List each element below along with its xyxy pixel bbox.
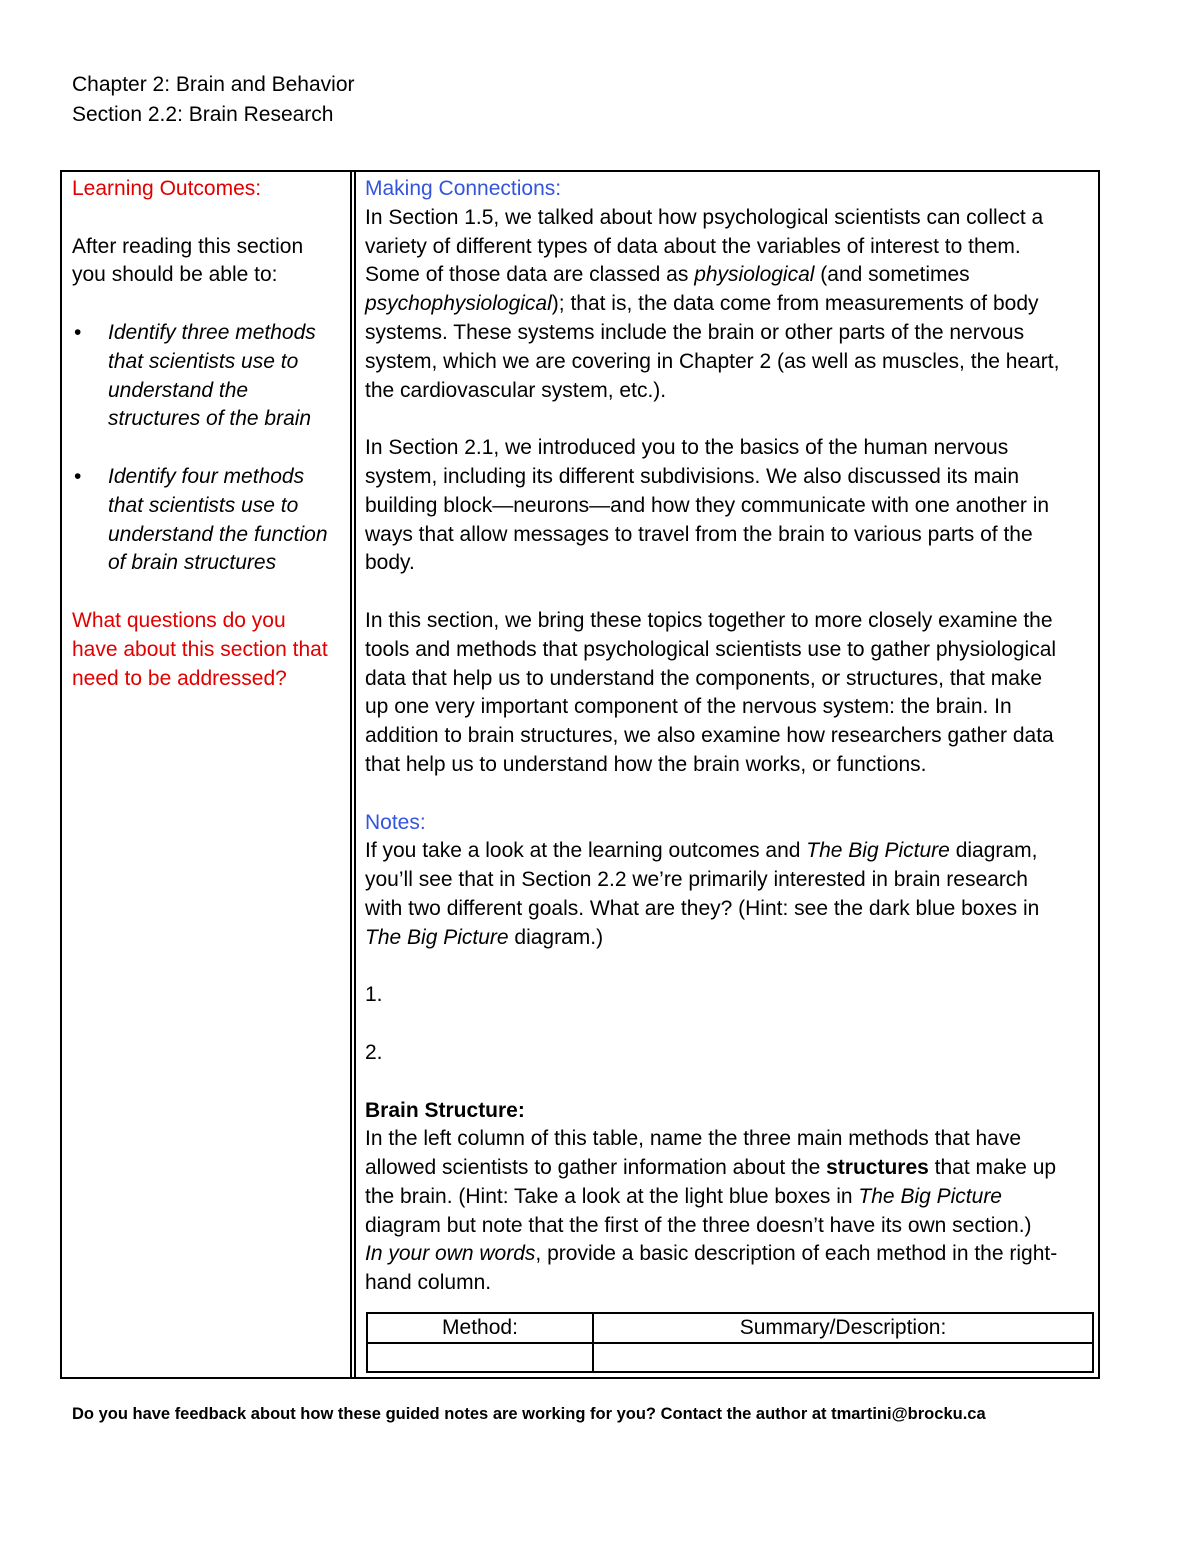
section-2-1-paragraph: In Section 2.1, we introduced you to the basics of the human nervous system, including its different subdivisions. We also discussed its main building block—neurons—and how they communicate with one another in ways that allow messages to travel from the brain to various parts of the body. [365,436,1050,575]
this-section-paragraph: In this section, we bring these topics together to more closely examine the tools and methods that psychological scientists use to gather physiological data that help us to understand the components, or structures, that make up one very important component of the nervous system: the brain. In addition to brain structures, we also examine how researchers gather data that help us to understand how the brain works, or functions. [365,608,1057,776]
answer-item-2[interactable]: 2. [365,1040,383,1064]
chapter-title: Chapter 2: Brain and Behavior [72,73,355,96]
table-row [367,1343,1093,1372]
learning-outcomes-title: Learning Outcomes: [72,177,262,200]
notes-paragraph: If you take a look at the learning outcomes and The Big Picture diagram, you’ll see that in Section 2.2 we’re primarily interested in brain research with two different goals. What are they? (Hint: see the dark blue boxes in The Big Picture diagram.) [365,839,1040,949]
outcomes-intro-line: After reading this section [72,234,304,258]
summary-cell[interactable] [593,1343,1093,1372]
bullet-icon: • [74,464,82,488]
questions-prompt: What questions do you have about this section that need to be addressed? [72,608,328,690]
method-cell[interactable] [367,1343,593,1372]
notes-table [60,170,1100,1379]
connections-paragraph: In Section 1.5, we talked about how psychological scientists can collect a variety of different types of data about the variables of interest to them. Some of those data are classed as physiological (and sometimes psychophysiological); that is, the data come from measurements of body systems. These systems include the brain or other parts of the nervous system, which we are covering in Chapter 2 (as well as muscles, the heart, the cardiovascular system, etc.). [365,205,1060,402]
methods-table [366,1312,1094,1373]
left-column [62,172,352,1377]
learning-outcome-item: • Identify three methods that scientists use to understand the structures of the brain [74,320,316,431]
feedback-footer: Do you have feedback about how these guided notes are working for you? Contact the author at tmartini@brocku.ca [72,1405,986,1423]
brain-structure-title: Brain Structure: [365,1098,525,1122]
brain-structure-paragraph: In the left column of this table, name the three main methods that have allowed scientists to gather information about the structures that make up the brain. (Hint: Take a look at the light blue boxes in The Big Picture diagram but note that the first of the three doesn’t have its own section.) In your own words, provide a basic description of each method in the right- hand column. [365,1127,1058,1295]
summary-column-header: Summary/Description: [593,1313,1093,1343]
making-connections-title: Making Connections: [365,177,562,200]
section-title: Section 2.2: Brain Research [72,103,334,126]
right-column [354,172,1098,1377]
answer-item-1[interactable]: 1. [365,983,383,1007]
outcomes-intro-line: you should be able to: [72,263,278,287]
learning-outcome-item: • Identify four methods that scientists use to understand the function of brain structures [74,464,328,575]
method-column-header: Method: [367,1313,593,1343]
notes-title: Notes: [365,810,426,834]
document-heading [72,70,355,130]
bullet-icon: • [74,320,82,344]
learning-outcomes-list [72,319,342,578]
